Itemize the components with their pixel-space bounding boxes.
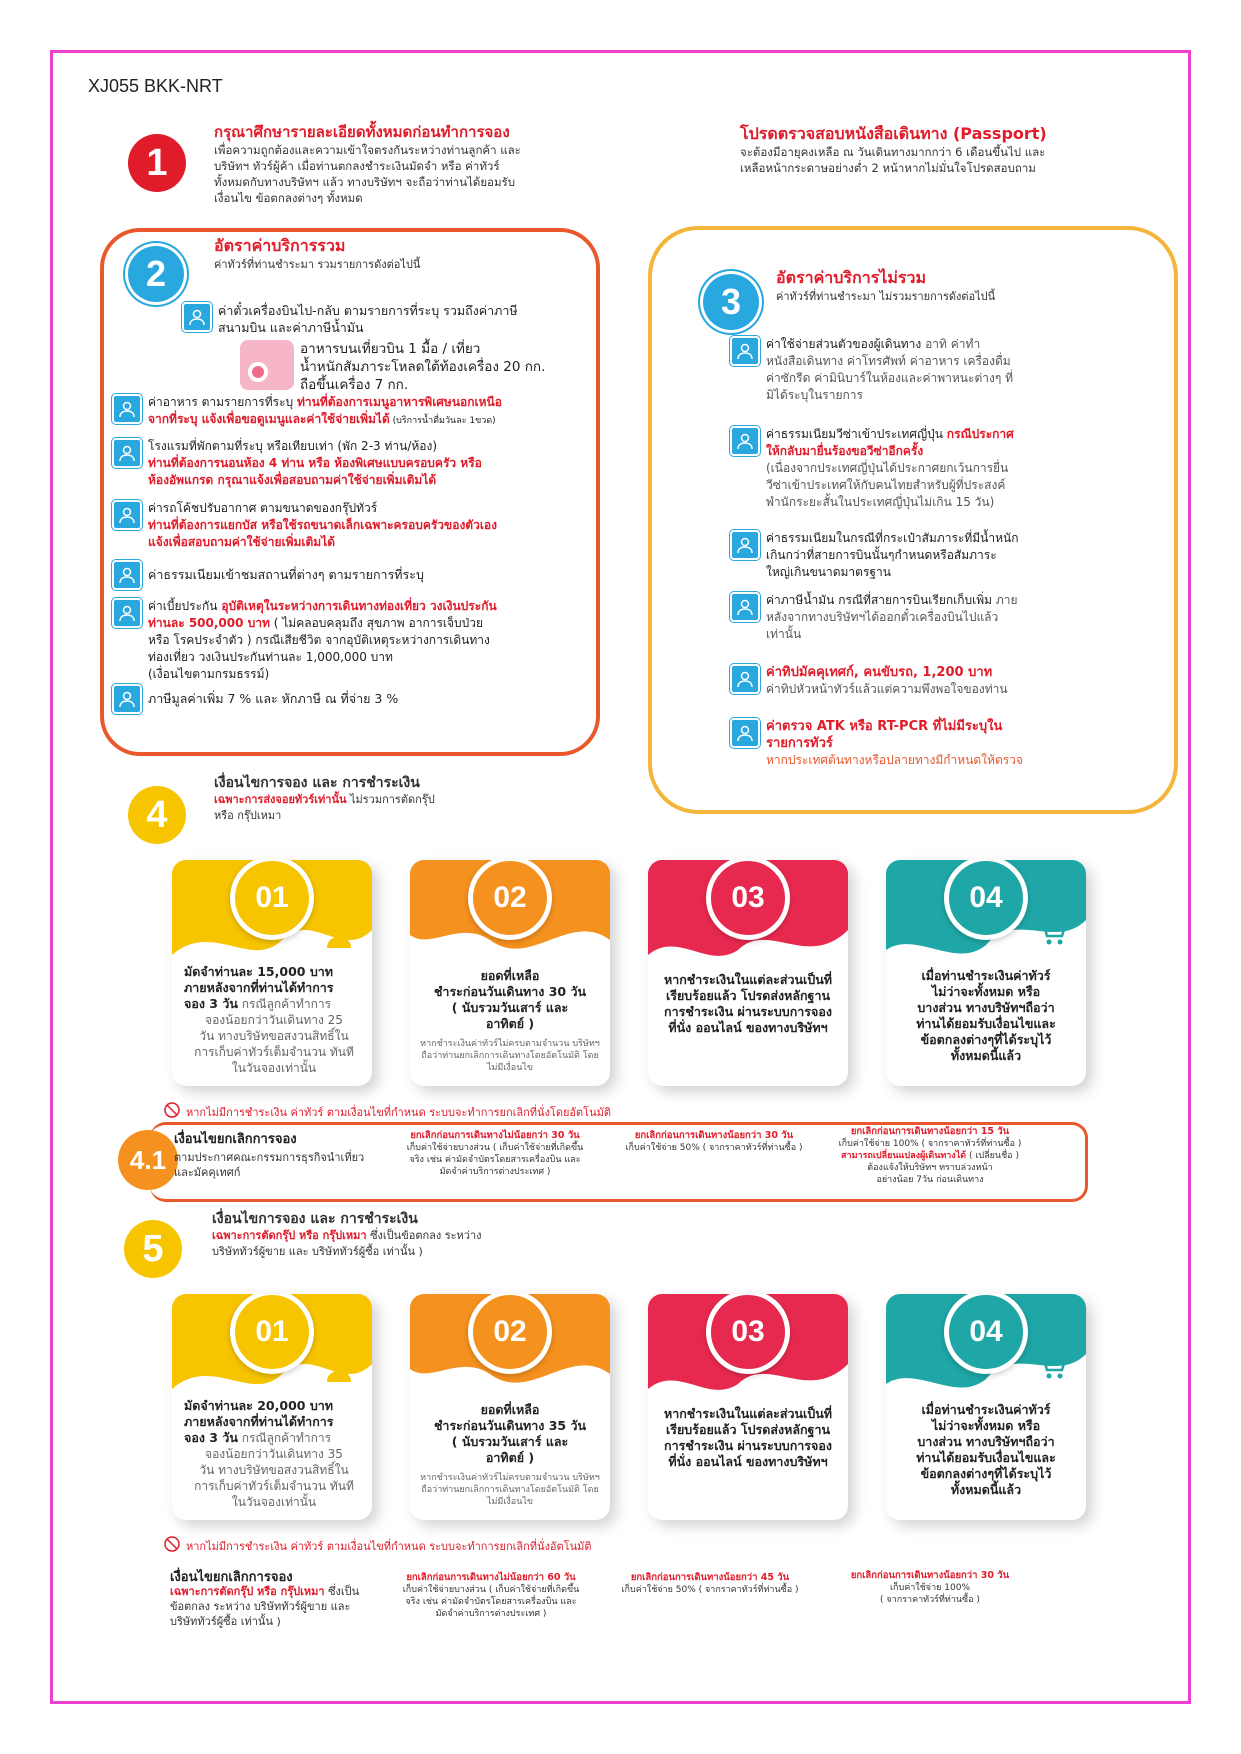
s5-card-1: 01 มัดจำท่านละ 20,000 บาท ภายหลังจากที่ท่านได้ทำการ จอง 3 วัน กรณีลูกค้าทำการ จองน้อยกว่าวันเดินทาง 35 วัน ทางบริษัทขอสงวนสิทธิ์ใน การเก็บค่าทัวร์เต็มจำนวน ทันที ในวันจองเท่านั้น: [172, 1294, 372, 1520]
section-2-title: อัตราค่าบริการรวม: [214, 236, 346, 255]
person-icon: [112, 500, 142, 530]
meal-badge-icon: [240, 340, 294, 390]
cancel-5-title: เงื่อนไขยกเลิกการจอง: [170, 1570, 293, 1585]
s4-card-1: 01 มัดจำท่านละ 15,000 บาท ภายหลังจากที่ท่านได้ทำการ จอง 3 วัน กรณีลูกค้าทำการ จองน้อยกว่าวันเดินทาง 25 วัน ทางบริษัทขอสงวนสิทธิ์ใน การเก็บค่าทัวร์เต็มจำนวน ทันที ในวันจองเท่านั้น: [172, 860, 372, 1086]
no-plane-icon: [164, 1536, 180, 1556]
included-insurance: ค่าเบี้ยประกัน อุบัติเหตุในระหว่างการเดินทางท่องเที่ยว วงเงินประกัน ท่านละ 500,000 บาท ( ไม่คลอบคลุมถึง สุขภาพ อาการเจ็บป่วย หรือ โรคประจำตัว ) กรณีเสียชีวิต จากอุบัติเหตุระหว่างการเดินทาง ท่องเที่ยว วงเงินประกันท่านละ 1,000,000 บาท (เงื่อนไขตามกรมธรรม์): [112, 598, 497, 683]
included-hotel: โรงแรมที่พักตามที่ระบุ หรือเทียบเท่า (พัก 2-3 ท่าน/ห้อง) ท่านที่ต้องการนอนห้อง 4 ท่าน หรือ ห้องพิเศษแบบครอบครัว หรือ ห้องอัพแกรด กรุณาแจ้งเพื่อสอบถามค่าใช้จ่ายเพิ่มเติมได้: [112, 438, 482, 489]
card-number: 02: [468, 860, 552, 940]
card-number: 03: [706, 860, 790, 940]
section-2-subtitle: ค่าทัวร์ที่ท่านชำระมา รวมรายการดังต่อไปนี้: [214, 258, 421, 271]
cancel-5-desc: เฉพาะการตัดกรุ๊ป หรือ กรุ๊ปเหมา ซึ่งเป็น ข้อตกลง ระหว่าง บริษัททัวร์ผู้ขาย และ บริษัททัวร์ผู้ซื้อ เท่านั้น ): [170, 1585, 360, 1628]
cancel-5-col2: ยกเลิกก่อนการเดินทางน้อยกว่า 45 วัน เก็บค่าใช้จ่าย 50% ( จากราคาทัวร์ที่ท่านซื้อ ): [621, 1572, 799, 1595]
section-1-text: เพื่อความถูกต้องและความเข้าใจตรงกันระหว่างท่านลูกค้า และ บริษัทฯ ทัวร์ผู้ค้า เมื่อท่านตกลงชำระเงินมัดจำ หรือ ค่าทัวร์ ทั้งหมดกับทางบริษัทฯ แล้ว ทางบริษัทฯ จะถือว่าท่านได้ยอมรับ เงื่อนไข ข้อตกลงต่างๆ ทั้งหมด: [214, 143, 521, 205]
s4-card-3: 03 หากชำระเงินในแต่ละส่วนเป็นที่ เรียบร้อยแล้ว โปรดส่งหลักฐาน การชำระเงิน ผ่านระบบการจอง ที่นั่ง ออนไลน์ ของทางบริษัทฯ: [648, 860, 848, 1086]
cancel-41-col1: ยกเลิกก่อนการเดินทางไม่น้อยกว่า 30 วัน เก็บค่าใช้จ่ายบางส่วน ( เก็บค่าใช้จ่ายที่เกิดขึ้น จริง เช่น ค่ามัดจำบัตรโดยสารเครื่องบิน และ มัดจำค่าบริการต่างประเทศ ): [406, 1130, 584, 1177]
person-icon: [112, 684, 142, 714]
excluded-atk: ค่าตรวจ ATK หรือ RT-PCR ที่ไม่มีระบุใน รายการทัวร์ หากประเทศต้นทางหรือปลายทางมีกำหนดให้ตรวจ: [730, 718, 1023, 769]
section-5-number: 5: [124, 1220, 182, 1278]
s4-card-2: 02 ยอดที่เหลือ ชำระก่อนวันเดินทาง 30 วัน ( นับรวมวันเสาร์ และ อาทิตย์ ) หากชำระเงินค่าทัวร์ไม่ครบตามจำนวน บริษัทฯถือว่าท่านยกเลิกการเดินทางโดยอัตโนมัติ โดยไม่มีเงื่อนไข: [410, 860, 610, 1086]
user-icon: [324, 920, 354, 954]
cancel-5-col3: ยกเลิกก่อนการเดินทางน้อยกว่า 30 วัน เก็บค่าใช้จ่าย 100% ( จากราคาทัวร์ที่ท่านซื้อ ): [850, 1570, 1010, 1605]
section-4-title: เงื่อนไขการจอง และ การชำระเงิน: [214, 775, 420, 791]
s5-warning: หากไม่มีการชำระเงิน ค่าทัวร์ ตามเงื่อนไขที่กำหนด ระบบจะทำการยกเลิกที่นั่งอัตโนมัติ: [186, 1540, 592, 1553]
no-plane-icon: [164, 1102, 180, 1122]
cancel-41-col3: ยกเลิกก่อนการเดินทางน้อยกว่า 15 วัน เก็บค่าใช้จ่าย 100% ( จากราคาทัวร์ที่ท่านซื้อ ) สามารถเปลี่ยนแปลงผู้เดินทางได้ ( เปลี่ยนชื่อ ) ต้องแจ้งให้บริษัทฯ ทราบล่วงหน้า อย่างน้อย 7วัน ก่อนเดินทาง: [838, 1126, 1022, 1185]
excluded-tips: ค่าทิปมัคคุเทศก์, คนขับรถ, 1,200 บาท ค่าทิปหัวหน้าทัวร์แล้วแต่ความพึงพอใจของท่าน: [730, 664, 1008, 698]
card-number: 01: [230, 1294, 314, 1374]
card-number: 02: [468, 1294, 552, 1374]
excluded-personal: ค่าใช้จ่ายส่วนตัวของผู้เดินทาง อาทิ ค่าทำ หนังสือเดินทาง ค่าโทรศัพท์ ค่าอาหาร เครื่องดื่ม ค่าซักรีด ค่ามินิบาร์ในห้องและค่าพาหนะต่างๆ ที่ มิได้ระบุในรายการ: [730, 336, 1013, 404]
person-icon: [730, 530, 760, 560]
person-icon: [730, 426, 760, 456]
person-icon: [730, 664, 760, 694]
card-number: 01: [230, 860, 314, 940]
person-icon: [730, 336, 760, 366]
cancel-41-col2: ยกเลิกก่อนการเดินทางน้อยกว่า 30 วัน เก็บค่าใช้จ่าย 50% ( จากราคาทัวร์ที่ท่านซื้อ ): [625, 1130, 803, 1153]
cancel-41-title: เงื่อนไขยกเลิกการจอง: [174, 1132, 297, 1147]
s4-warning: หากไม่มีการชำระเงิน ค่าทัวร์ ตามเงื่อนไขที่กำหนด ระบบจะทำการยกเลิกที่นั่งโดยอัตโนมัติ: [186, 1106, 612, 1119]
s5-card-3: 03 หากชำระเงินในแต่ละส่วนเป็นที่ เรียบร้อยแล้ว โปรดส่งหลักฐาน การชำระเงิน ผ่านระบบการจอง ที่นั่ง ออนไลน์ ของทางบริษัทฯ: [648, 1294, 848, 1520]
cancel-5-col1: ยกเลิกก่อนการเดินทางไม่น้อยกว่า 60 วัน เก็บค่าใช้จ่ายบางส่วน ( เก็บค่าใช้จ่ายที่เกิดขึ้น จริง เช่น ค่ามัดจำบัตรโดยสารเครื่องบิน และ มัดจำค่าบริการต่างประเทศ ): [402, 1572, 580, 1619]
user-icon: [324, 1354, 354, 1388]
included-coach: ค่ารถโค้ชปรับอากาศ ตามขนาดของกรุ๊ปทัวร์ ท่านที่ต้องการแยกบัส หรือใช้รถขนาดเล็กเฉพาะครอบครัวของตัวเอง แจ้งเพื่อสอบถามค่าใช้จ่ายเพิ่มเติมได้: [112, 500, 497, 551]
section-3-number: 3: [703, 274, 759, 330]
section-4-subtitle: เฉพาะการส่งจอยทัวร์เท่านั้น ไม่รวมการตัดกรุ๊ป หรือ กรุ๊ปเหมา: [214, 793, 435, 822]
section-1-number: 1: [128, 134, 186, 192]
card-number: 04: [944, 860, 1028, 940]
s5-card-4: 04 เมื่อท่านชำระเงินค่าทัวร์ ไม่ว่าจะทั้งหมด หรือ บางส่วน ทางบริษัทฯถือว่า ท่านได้ยอมรับเงื่อนไขและ ข้อตกลงต่างๆที่ได้ระบุไว้ ทั้งหมดนี้แล้ว: [886, 1294, 1086, 1520]
person-icon: [112, 598, 142, 628]
included-vat: ภาษีมูลค่าเพิ่ม 7 % และ หักภาษี ณ ที่จ่าย 3 %: [112, 684, 398, 714]
cart-icon: [1036, 1352, 1068, 1384]
s4-card-4: 04 เมื่อท่านชำระเงินค่าทัวร์ ไม่ว่าจะทั้งหมด หรือ บางส่วน ทางบริษัทฯถือว่า ท่านได้ยอมรับเงื่อนไขและ ข้อตกลงต่างๆที่ได้ระบุไว้ ทั้งหมดนี้แล้ว: [886, 860, 1086, 1086]
tour-code: XJ055 BKK-NRT: [88, 76, 223, 96]
included-food: ค่าอาหาร ตามรายการที่ระบุ ท่านที่ต้องการเมนูอาหารพิเศษนอกเหนือ จากที่ระบุ แจ้งเพื่อขอดูเมนูและค่าใช้จ่ายเพิ่มได้ (บริการน้ำดื่มวันละ 1ขวด): [112, 394, 502, 430]
person-icon: [112, 438, 142, 468]
section-5-title: เงื่อนไขการจอง และ การชำระเงิน: [212, 1211, 418, 1227]
person-icon: [112, 560, 142, 590]
section-3-title: อัตราค่าบริการไม่รวม: [776, 268, 926, 287]
section-1-title: กรุณาศึกษารายละเอียดทั้งหมดก่อนทำการจอง: [214, 123, 510, 141]
cancel-41-desc: ตามประกาศคณะกรรมการธุรกิจนำเที่ยว และมัคคุเทศก์: [174, 1151, 365, 1179]
card-number: 04: [944, 1294, 1028, 1374]
person-icon: [182, 302, 212, 332]
passport-title: โปรดตรวจสอบหนังสือเดินทาง (Passport): [740, 124, 1047, 143]
included-meal-baggage: อาหารบนเที่ยวบิน 1 มื้อ / เที่ยว น้ำหนักสัมภาระโหลดใต้ท้องเครื่อง 20 กก. ถือขึ้นเครื่อง 7 กก.: [300, 341, 546, 393]
person-icon: [730, 718, 760, 748]
section-2-number: 2: [128, 246, 184, 302]
excluded-visa: ค่าธรรมเนียมวีซ่าเข้าประเทศญี่ปุ่น กรณีประกาศ ให้กลับมายื่นร้องขอวีซ่าอีกครั้ง (เนื่องจากประเทศญี่ปุ่นได้ประกาศยกเว้นการยื่น วีซ่าเข้าประเทศให้กับคนไทยสำหรับผู้ที่ประสงค์ พำนักระยะสั้นในประเทศญี่ปุ่นไม่เกิน 15 วัน): [730, 426, 1014, 511]
s5-card-2: 02 ยอดที่เหลือ ชำระก่อนวันเดินทาง 35 วัน ( นับรวมวันเสาร์ และ อาทิตย์ ) หากชำระเงินค่าทัวร์ไม่ครบตามจำนวน บริษัทฯถือว่าท่านยกเลิกการเดินทางโดยอัตโนมัติ โดยไม่มีเงื่อนไข: [410, 1294, 610, 1520]
section-5-subtitle: เฉพาะการตัดกรุ๊ป หรือ กรุ๊ปเหมา ซึ่งเป็นข้อตกลง ระหว่าง บริษัททัวร์ผู้ขาย และ บริษัททัวร์ผู้ซื้อ เท่านั้น ): [212, 1229, 482, 1258]
cart-icon: [1036, 918, 1068, 950]
passport-text: จะต้องมีอายุคงเหลือ ณ วันเดินทางมากกว่า 6 เดือนขึ้นไป และ เหลือหน้ากระดาษอย่างต่ำ 2 หน้าหากไม่มั่นใจโปรดสอบถาม: [740, 145, 1046, 175]
section-4-number: 4: [128, 786, 186, 844]
section-3-subtitle: ค่าทัวร์ที่ท่านชำระมา ไม่รวมรายการดังต่อไปนี้: [776, 290, 996, 303]
excluded-baggage: ค่าธรรมเนียมในกรณีที่กระเป๋าสัมภาระที่มีน้ำหนัก เกินกว่าที่สายการบินนั้นๆกำหนดหรือสัมภาระ ใหญ่เกินขนาดมาตรฐาน: [730, 530, 1018, 581]
included-flight: ค่าตั๋วเครื่องบินไป-กลับ ตามรายการที่ระบุ รวมถึงค่าภาษี สนามบิน และค่าภาษีน้ำมัน: [182, 302, 518, 336]
person-icon: [112, 394, 142, 424]
included-admission: ค่าธรรมเนียมเข้าชมสถานที่ต่างๆ ตามรายการที่ระบุ: [112, 560, 424, 590]
section-41-number: 4.1: [118, 1130, 178, 1190]
card-number: 03: [706, 1294, 790, 1374]
person-icon: [730, 592, 760, 622]
excluded-fuel: ค่าภาษีน้ำมัน กรณีที่สายการบินเรียกเก็บเพิ่ม ภาย หลังจากทางบริษัทฯได้ออกตั๋วเครื่องบินไปแล้ว เท่านั้น: [730, 592, 1018, 643]
